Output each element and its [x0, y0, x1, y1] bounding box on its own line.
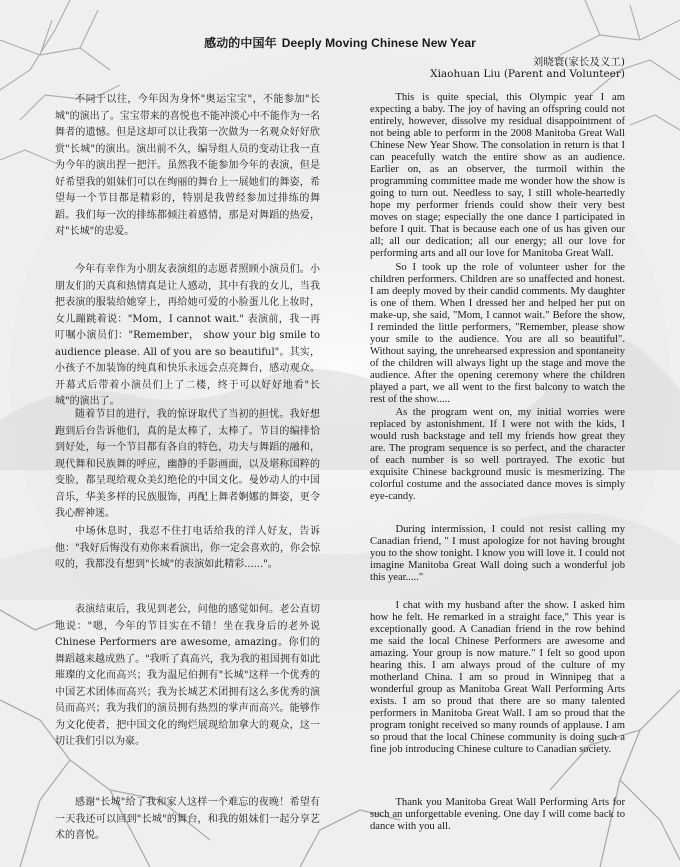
chinese-paragraph: 中场休息时，我忍不住打电话给我的洋人好友，告诉他："我好后悔没有劝你来看演出，你一定会喜欢的，你会惊叹的，我都没有想到"长城"的表演如此精彩......"。 [55, 526, 320, 570]
title-english: Deeply Moving Chinese New Year [281, 36, 476, 50]
article-title [0, 34, 680, 51]
author-chinese: 刘晓寰(家长及义工) [532, 56, 625, 68]
english-paragraph: Thank you Manitoba Great Wall Performing Arts for such an unforgettable evening. One day I will come back to dance with you all. [370, 797, 625, 832]
title-chinese: 感动的中国年 [204, 36, 277, 50]
chinese-paragraph: 不同于以往，今年因为身怀"奥运宝宝"，不能参加"长城"的演出了。宝宝带来的喜悦也不能冲淡心中不能作为一名舞者的遗憾。但是这却可以让我第一次做为一名观众好好欣赏"长城"的演出。演出前不久，编导组人员的变动让我一直为今年的演出捏一把汗。虽然我不能参加今年的表演，但是好希望我的姐妹们可以在绚丽的舞台上一展她们的舞姿，希望每一个节目都是精彩的，特别是我曾经参加过排练的舞蹈。我们每一次的排练都倾注着感情，那是对舞蹈的热爱，对"长城"的忠爱。 [55, 94, 320, 237]
chinese-paragraph: 感谢"长城"给了我和家人这样一个难忘的夜晚！希望有一天我还可以回到"长城"的舞台，和我的姐妹们一起分享艺术的喜悦。 [55, 797, 320, 841]
chinese-paragraph: 随着节目的进行，我的惊讶取代了当初的担忧。我好想跑到后台告诉他们，真的是太棒了，太棒了。节目的编排恰到好处，每一个节目都有各自的特色，功夫与舞蹈的融和，现代舞和民族舞的呼应，幽静的手影画面，以及堪称国粹的变脸，都呈现给观众美幻绝伦的中国文化。曼妙动人的中国音乐，华美多样的民族服饰，再配上舞者婀娜的舞姿，更令我心醉神迷。 [55, 409, 320, 519]
chinese-paragraph: 今年有幸作为小朋友表演组的志愿者照顾小演员们。小朋友们的天真和热情真是让人感动，其中有我的女儿，当我把表演的服装给她穿上，再给她可爱的小脸蛋儿化上妆时，女儿蹦跳着说："Mom，I cannot wait." 表演前，我一再叮嘱小演员们："Remember， show your big smile to audience please. All of you are so beautiful"。其实，小孩子不加装饰的纯真和快乐永远会点亮舞台，感动观众。开幕式后带着小演员们上了二楼，终于可以好好地看"长城"的演出了。 [55, 264, 320, 407]
author-english: Xiaohuan Liu (Parent and Volunteer) [430, 68, 625, 80]
english-paragraph: During intermission, I could not resist calling my Canadian friend, " I must apologize for not having brought you to the show tonight. I know you will love it. I could not imagine Manitoba Great Wall doing such a wonderful job this year....." [370, 524, 625, 583]
english-paragraph: So I took up the role of volunteer usher for the children performers. Children are so unaffected and honest. I am deeply moved by their candid comments. My daughter is one of them. When I dressed her and helped her put on make-up, she said, "Mom, I cannot wait." Before the show, I reminded the little performers, "Remember, please show your smile to the audience. You are all so beautiful". Without saying, the unrehearsed expression and spontaneity of the children will always light up the stage and move the audience. After the opening ceremony where the children played a part, we all went to the first balcony to watch the rest of the show..... [370, 262, 625, 405]
chinese-paragraph: 表演结束后，我见到老公，问他的感觉如何。老公直切地说："嗯，今年的节目实在不错！坐在我身后的老外说Chinese Performers are awesome, amazing。你们的舞蹈越来越成熟了。"我听了真高兴，我为我的祖国拥有如此璀璨的文化而高兴；我为温尼伯拥有"长城"这样一个优秀的中国艺术团体而高兴；我为长城艺术团拥有这么多优秀的演员而高兴；我为我们的演员拥有热烈的掌声而高兴。能够作为文化使者，把中国文化的绚烂展现给加拿大的观众，这一切让我们引以为豪。 [55, 604, 320, 747]
english-paragraph: I chat with my husband after the show. I asked him how he felt. He remarked in a straight face," This year is exceptionally good. A Canadian friend in the row behind me said the local Chinese Performers are awesome and amazing. Your group is now mature." I felt so good upon hearing this. I am always proud of the culture of my motherland China. I am so proud in Winnipeg that a wonderful group as Manitoba Great Wall Performing Arts exists. I am so proud that there are so many talented performers in Manitoba Great Wall. I am so proud that the program tonight received so many rounds of applause. I am so proud that the local Chinese community is doing such a fine job introducing Chinese culture to Canadian society. [370, 600, 625, 755]
english-paragraph: This is quite special, this Olympic year I am expecting a baby. The joy of having an offspring could not entirely, however, dissolve my residual disappointment of not being able to perform in the 2008 Manitoba Great Wall Chinese New Year Show. The consolation in return is that I can peacefully watch the entire show as an audience. Earlier on, as an observer, the turmoil within the programming committee made me wonder how the show is going to turn out. Needless to say, I still whole-heartedly hope my performer friends could show their very best moves on stage; especially the one dance I participated in before I quit. That is because each one of us has given our all; all our dedication; all our energy; all our love for performing arts and all our love for Manitoba Great Wall. [370, 92, 625, 259]
english-paragraph: As the program went on, my initial worries were replaced by astonishment. If I were not with the kids, I would rush backstage and tell my friends how great they are. The program sequence is so perfect, and the character of each number is so well portrayed. The exotic but exquisite Chinese background music is mesmerizing. The colorful costume and the associated dance moves is simply eye-candy. [370, 407, 625, 502]
